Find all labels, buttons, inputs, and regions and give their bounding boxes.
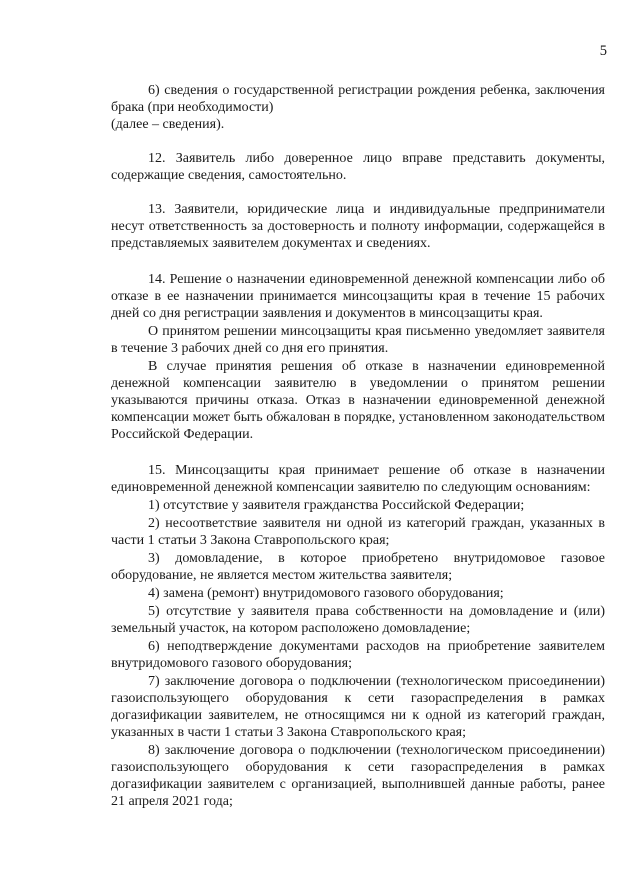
paragraph-item-6-birth-marriage: 6) сведения о государственной регистрации рождения ребенка, заключения брака (при необходимости)	[111, 83, 605, 115]
paragraph-15: 15. Минсоцзащиты края принимает решение об отказе в назначении единовременной денежной компенсации заявителю по следующим основаниям:	[111, 463, 605, 495]
paragraph-14: 14. Решение о назначении единовременной денежной компенсации либо об отказе в ее назначении принимается минсоцзащиты края в течение 15 рабочих дней со дня регистрации заявления и документов в минсоцзащиты края.	[111, 272, 605, 321]
list-item-8: 8) заключение договора о подключении (технологическом присоединении) газоиспользующего оборудования к сети газораспределения в рамках догазификации заявителем с организацией, выполнившей данные работы, ранее 21 апреля 2021 года;	[111, 743, 605, 809]
list-item-2: 2) несоответствие заявителя ни одной из категорий граждан, указанных в части 1 статьи 3 Закона Ставропольского края;	[111, 516, 605, 548]
paragraph-14-refusal-reasons: В случае принятия решения об отказе в назначении единовременной денежной компенсации заявителю в уведомлении о принятом решении указываются причины отказа. Отказ в назначении единовременной денежной компенсации может быть обжалован в порядке, установленном законодательством Российской Федерации.	[111, 359, 605, 442]
page-number: 5	[599, 43, 607, 59]
paragraph-13: 13. Заявители, юридические лица и индивидуальные предприниматели несут ответственность за достоверность и полноту информации, содержащейся в представляемых заявителем документах и сведениях.	[111, 202, 605, 251]
paragraph-14-notification: О принятом решении минсоцзащиты края письменно уведомляет заявителя в течение 3 рабочих дней со дня его принятия.	[111, 324, 605, 356]
list-item-4: 4) замена (ремонт) внутридомового газового оборудования;	[148, 586, 504, 601]
list-item-1: 1) отсутствие у заявителя гражданства Российской Федерации;	[148, 498, 525, 513]
list-item-7: 7) заключение договора о подключении (технологическом присоединении) газоиспользующего оборудования к сети газораспределения в рамках догазификации заявителем, не относящимся ни к одной из категорий граждан, указанных в части 1 статьи 3 Закона Ставропольского края;	[111, 674, 605, 740]
document-body	[111, 82, 605, 810]
list-item-6: 6) неподтверждение документами расходов на приобретение заявителем внутридомового газового оборудования;	[111, 639, 605, 671]
list-item-5: 5) отсутствие у заявителя права собственности на домовладение и (или) земельный участок, на котором расположено домовладение;	[111, 604, 605, 636]
list-item-3: 3) домовладение, в которое приобретено внутридомовое газовое оборудование, не является местом жительства заявителя;	[111, 551, 605, 583]
paragraph-definition-svedeniya: (далее – сведения).	[111, 117, 225, 132]
paragraph-12: 12. Заявитель либо доверенное лицо вправе представить документы, содержащие сведения, самостоятельно.	[111, 151, 605, 183]
